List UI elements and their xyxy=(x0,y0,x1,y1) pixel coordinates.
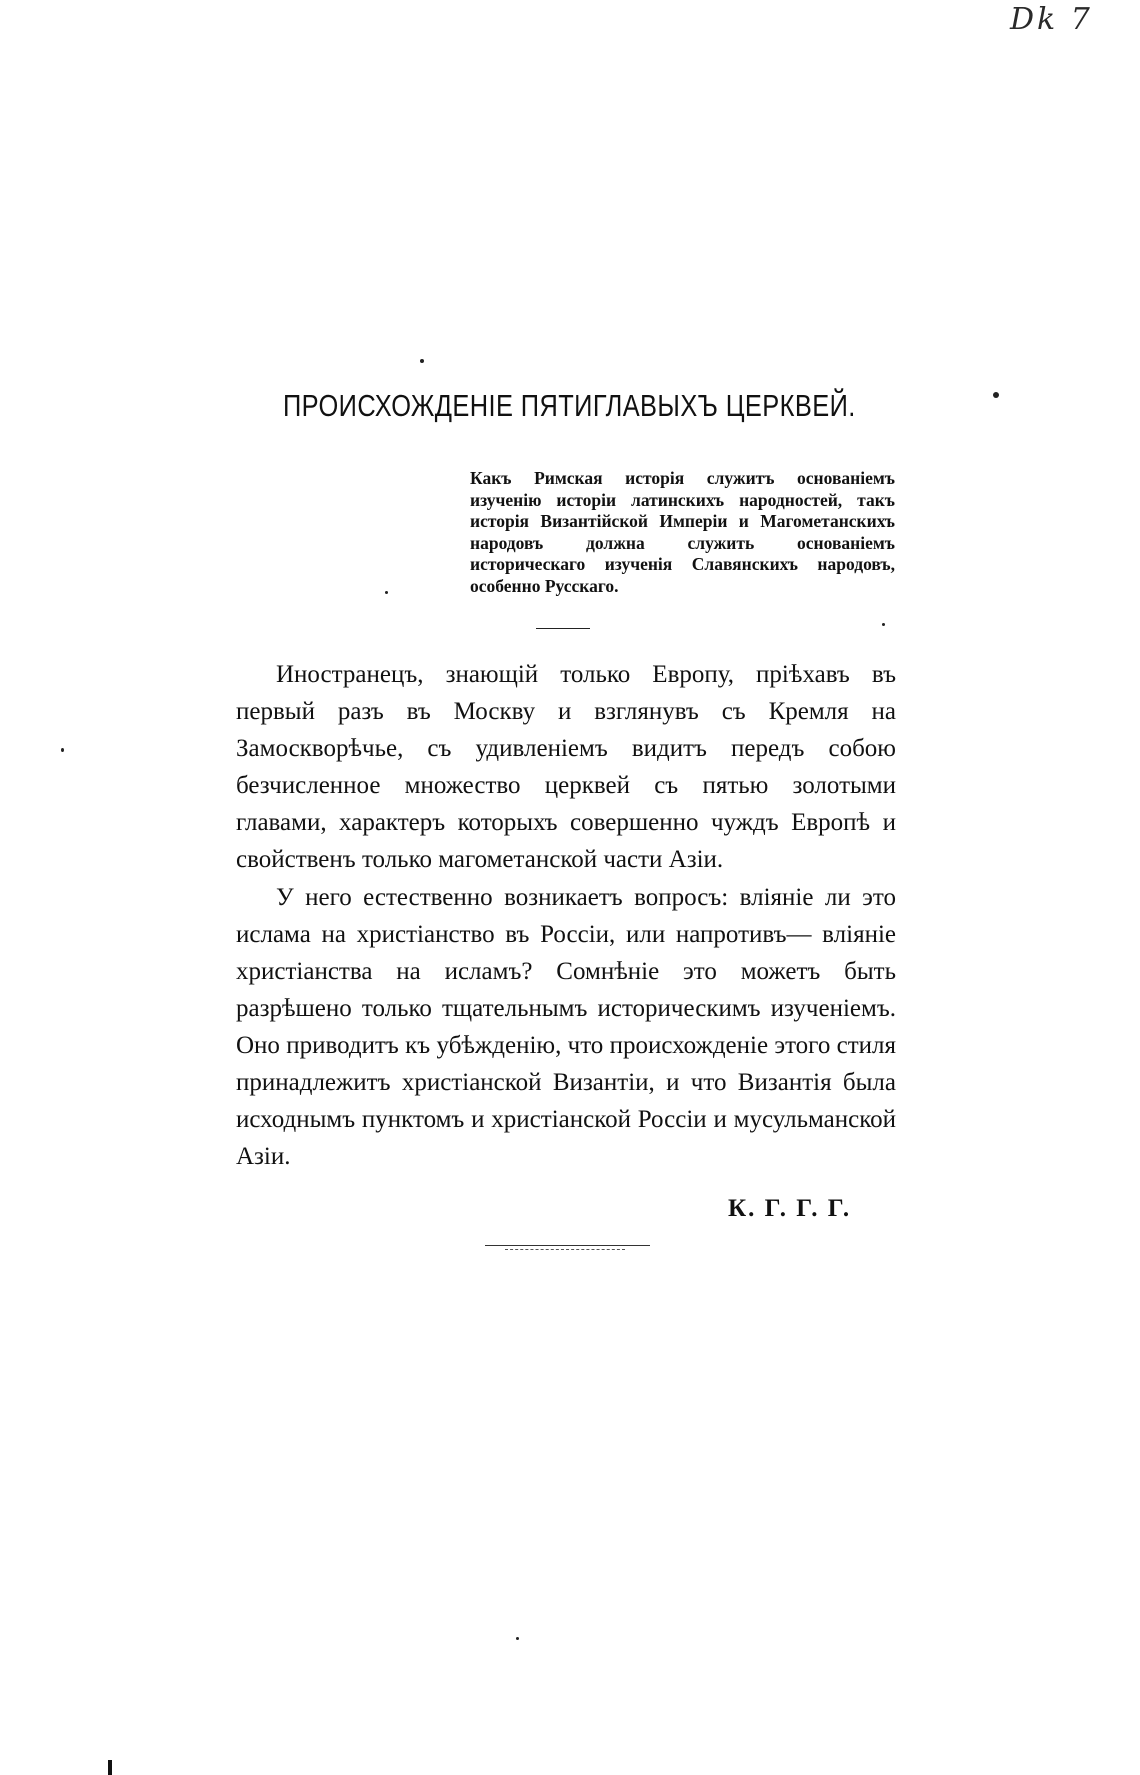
scan-edge-mark xyxy=(108,1760,112,1775)
scan-speck xyxy=(882,623,885,626)
page-title: ПРОИСХОЖДЕНIЕ ПЯТИГЛАВЫХЪ ЦЕРКВЕЙ. xyxy=(283,388,856,423)
section-divider xyxy=(536,628,590,629)
body-paragraph-2: У него естественно возникаетъ вопросъ: вліяніе ли это ислама на христіанство въ Россіи, или напротивъ— вліяніе христіанства на исламъ? Сомнѣніе это можетъ быть разрѣшено только тщательнымъ историческимъ изученіемъ. Оно приводитъ къ убѣжденію, что происхожденіе этого стиля принадлежитъ христіанской Византіи, и что Византія была исходнымъ пунктомъ и христіанской Россіи и мусульманской Азіи. xyxy=(236,884,896,1170)
author-signature: К. Г. Г. Г. xyxy=(728,1195,852,1222)
handwritten-shelf-note: Dk 7 xyxy=(1010,2,1093,37)
closing-ornament-rule xyxy=(485,1245,650,1251)
scan-speck xyxy=(516,1637,519,1640)
scan-speck xyxy=(61,748,64,752)
epigraph: Какъ Римская исторія служитъ основаніемъ изученію исторіи латинскихъ народностей, такъ исторія Византійской Имперіи и Магометанскихъ народовъ должна служить основаніемъ историческаго изученія Славянскихъ народовъ, особенно Русскаго. xyxy=(470,468,895,596)
body-paragraph-1: Иностранецъ, знающій только Европу, пріѣхавъ въ первый разъ въ Москву и взглянувъ съ Кремля на Замоскворѣчье, съ удивленіемъ видитъ передъ собою безчисленное множество церквей съ пятью золотыми главами, характеръ которыхъ совершенно чуждъ Европѣ и свойственъ только магометанской части Азіи. xyxy=(236,661,896,873)
scan-speck xyxy=(993,392,999,398)
scan-speck xyxy=(420,359,424,363)
closing-rule-dashes xyxy=(505,1249,625,1250)
scan-speck xyxy=(385,591,388,594)
closing-rule-line xyxy=(485,1245,650,1246)
